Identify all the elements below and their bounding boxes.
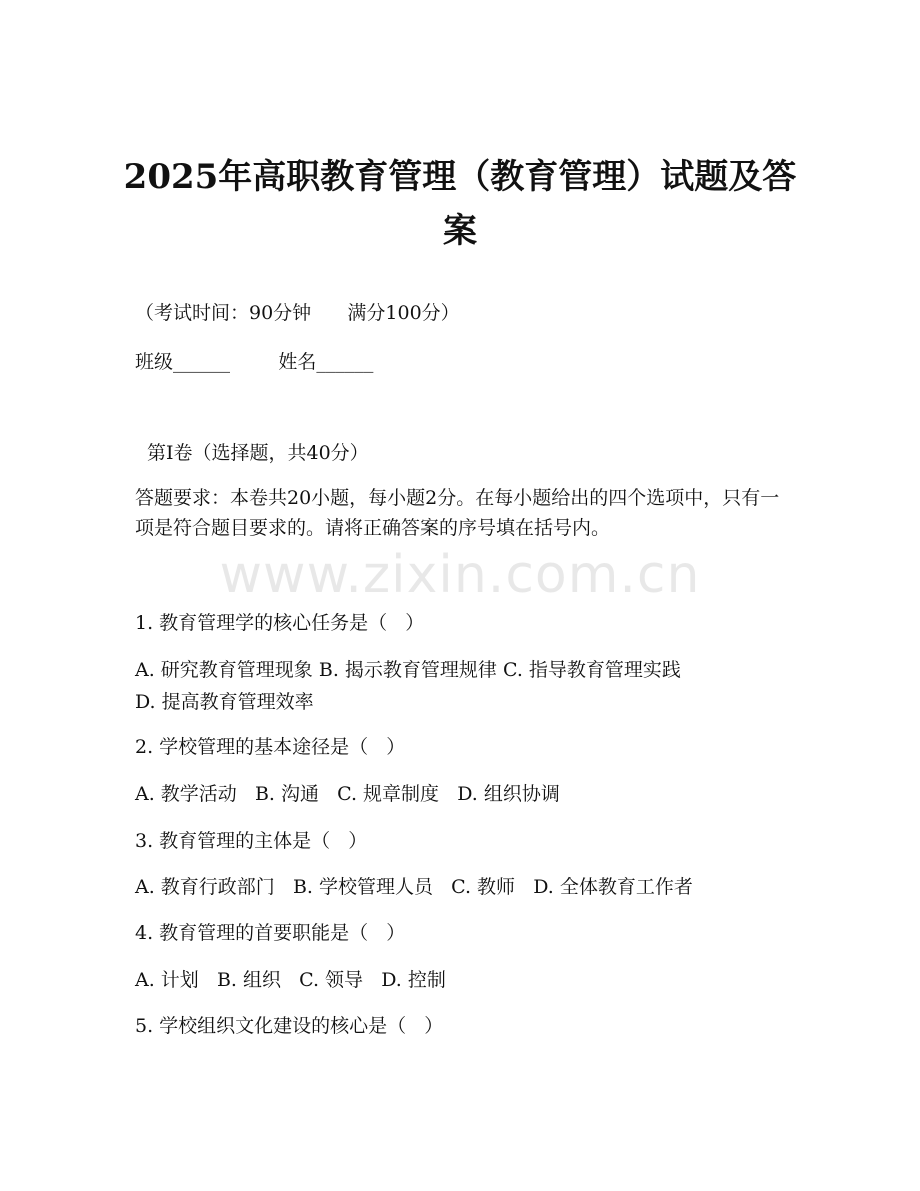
class-field-label: 班级______	[135, 351, 231, 373]
section-title: 第I卷（选择题，共40分）	[147, 442, 369, 464]
option-b: B. 揭示教育管理规律	[318, 659, 497, 681]
question-options	[135, 872, 795, 902]
option-d: D. 提高教育管理效率	[135, 691, 314, 713]
option-a: A. 教育行政部门	[135, 876, 275, 898]
option-d: D. 组织协调	[457, 783, 560, 805]
option-b: B. 学校管理人员	[292, 876, 433, 898]
title-line-2: 案	[443, 211, 477, 251]
option-a: A. 计划	[135, 969, 199, 991]
question-stem: 1. 教育管理学的核心任务是（ ）	[135, 612, 425, 634]
option-d: D. 全体教育工作者	[533, 876, 693, 898]
question-options	[135, 654, 785, 718]
watermark: www.zixin.com.cn	[219, 545, 701, 605]
option-a: A. 研究教育管理现象	[135, 659, 313, 681]
option-a: A. 教学活动	[135, 783, 237, 805]
option-d: D. 控制	[381, 969, 446, 991]
question-stem: 3. 教育管理的主体是（ ）	[135, 830, 368, 852]
student-info-line	[135, 347, 795, 377]
option-c: C. 教师	[451, 876, 516, 898]
question-stem: 5. 学校组织文化建设的核心是（ ）	[135, 1015, 444, 1037]
option-b: B. 沟通	[254, 783, 319, 805]
document-title	[100, 150, 820, 258]
option-c: C. 领导	[299, 969, 364, 991]
question-options	[135, 779, 795, 809]
option-b: B. 组织	[216, 969, 281, 991]
title-line-1: 2025年高职教育管理（教育管理）试题及答	[123, 157, 797, 197]
name-field-label: 姓名______	[278, 351, 374, 373]
question-stem: 4. 教育管理的首要职能是（ ）	[135, 922, 406, 944]
option-c: C. 指导教育管理实践	[502, 659, 681, 681]
question-stem: 2. 学校管理的基本途径是（ ）	[135, 736, 406, 758]
exam-info: （考试时间：90分钟 满分100分）	[135, 302, 460, 324]
instructions: 答题要求：本卷共20小题，每小题2分。在每小题给出的四个选项中，只有一项是符合题目要求的。请将正确答案的序号填在括号内。	[135, 487, 780, 539]
question-options	[135, 965, 795, 995]
option-c: C. 规章制度	[337, 783, 440, 805]
